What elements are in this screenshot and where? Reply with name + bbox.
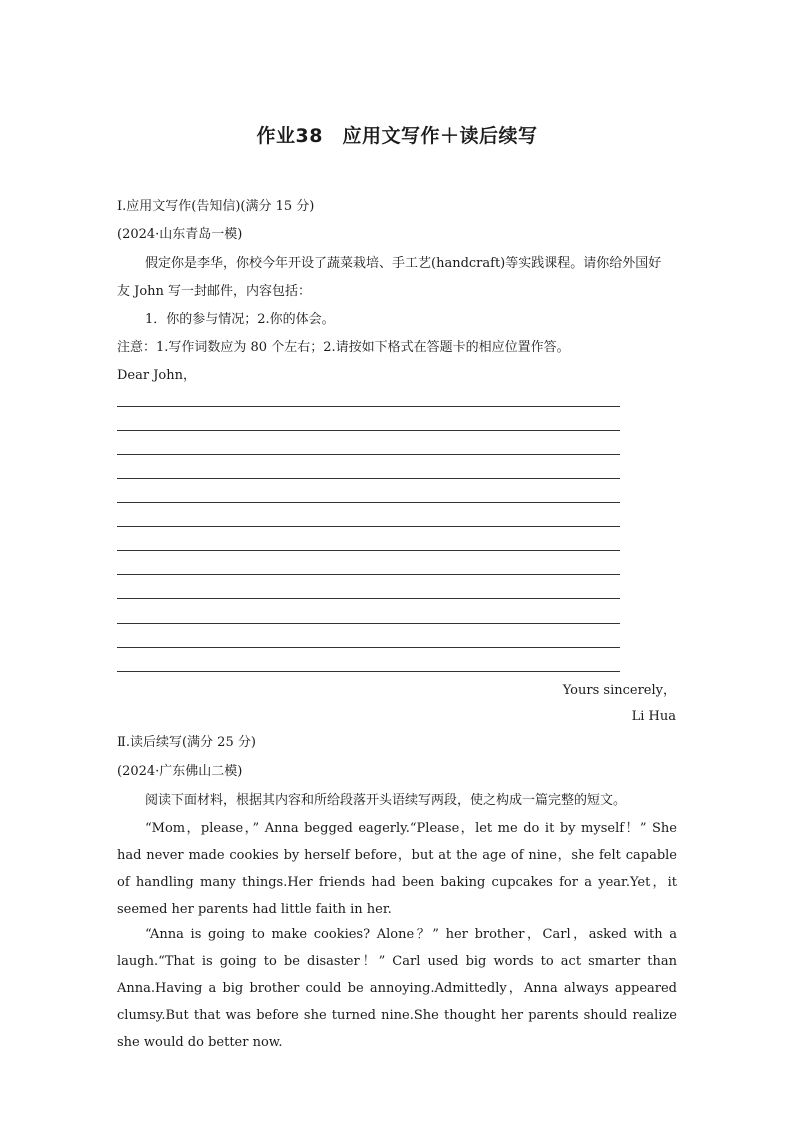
section-2-source: (2024·广东佛山二模) [117,764,243,779]
answer-line [117,623,620,624]
answer-line [117,671,620,672]
answer-line [117,647,620,648]
section-2-heading: Ⅱ.读后续写(满分 25 分) [117,735,256,750]
content-points: 1．你的参与情况；2.你的体会。 [145,312,335,327]
answer-line [117,574,620,575]
answer-line [117,550,620,551]
writing-note: 注意：1.写作词数应为 80 个左右；2.请按如下格式在答题卡的相应位置作答。 [117,340,570,355]
prompt-line-1: 假定你是李华，你校今年开设了蔬菜栽培、手工艺(handcraft)等实践课程。请你给外国好 [145,256,662,271]
story-paragraph-2: “Anna is going to make cookies? Alone？” her brother，Carl，asked with a laugh.“That is going to be disaster！” Carl used big words to act smarter than Anna.Having a big brother could be annoying.Admittedly，Anna always appeared clumsy.But that was before she turned nine.She thought her parents should realize she would do better now. [117,927,677,1050]
answer-line [117,502,620,503]
answer-line [117,478,620,479]
letter-signature: Li Hua [631,709,676,724]
section-1-heading: Ⅰ.应用文写作(告知信)(满分 15 分) [117,199,315,214]
reading-instruction: 阅读下面材料，根据其内容和所给段落开头语续写两段，使之构成一篇完整的短文。 [145,793,627,808]
page-title: 作业38 应用文写作＋读后续写 [256,125,538,147]
section-1-source: (2024·山东青岛一模) [117,227,243,242]
answer-line [117,454,620,455]
answer-line [117,598,620,599]
story-paragraph-1: “Mom，please，” Anna begged eagerly.“Please，let me do it by myself！” She had never made cookies by herself before，but at the age of nine，she felt capable of handling many things.Her friends had been baking cupcakes for a year.Yet，it seemed her parents had little faith in her. [117,821,677,917]
letter-greeting: Dear John， [117,368,196,383]
answer-line [117,526,620,527]
letter-closing: Yours sincerely， [562,683,676,698]
prompt-line-2: 友 John 写一封邮件，内容包括： [117,284,312,299]
answer-line [117,430,620,431]
answer-line [117,406,620,407]
